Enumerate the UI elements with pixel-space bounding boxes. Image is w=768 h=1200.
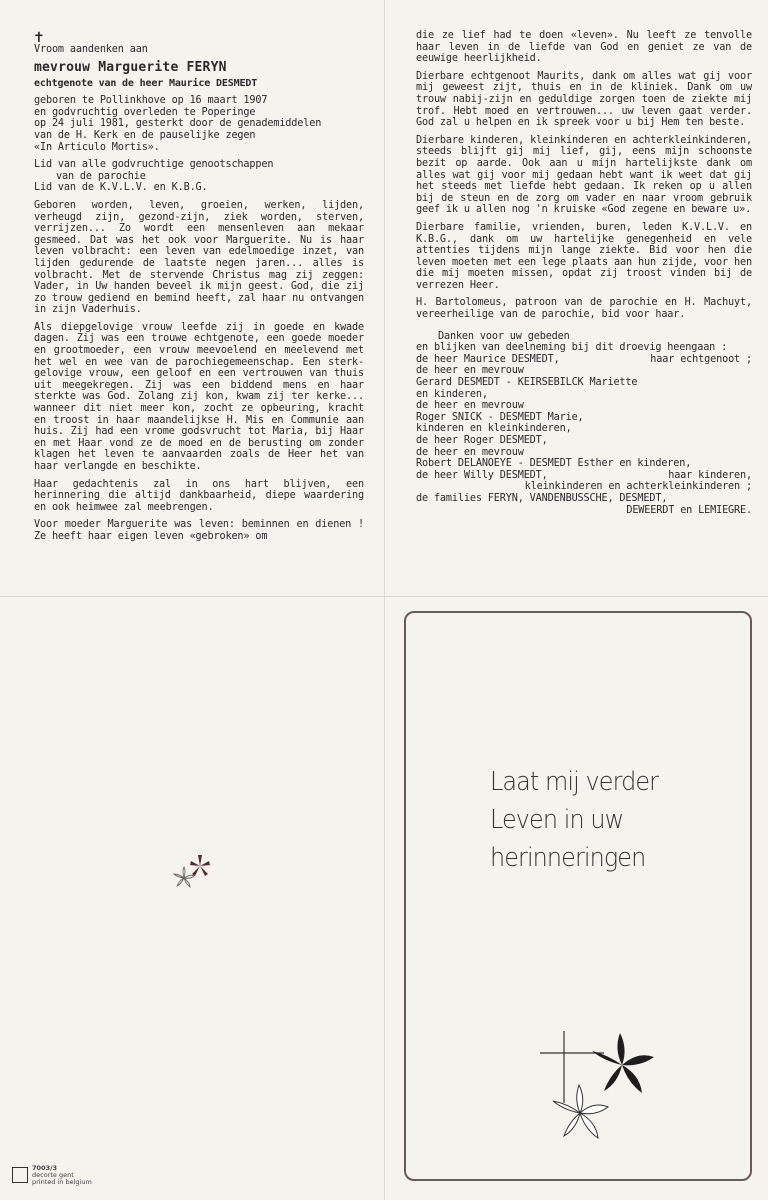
printer-country: printed in belgium bbox=[32, 1178, 92, 1186]
family-row bbox=[416, 505, 752, 517]
bio-line: van de H. Kerk en de pauselijke zegen bbox=[34, 129, 256, 141]
family-row-right: kleinkinderen en achterkleinkinderen ; bbox=[524, 481, 752, 493]
cross-flowers-icon bbox=[536, 1031, 666, 1161]
family-row-right: haar kinderen, bbox=[668, 469, 752, 481]
family-row-left: de heer Maurice DESMEDT, bbox=[416, 353, 560, 365]
printer-code: 7003/3 bbox=[32, 1164, 57, 1172]
paragraph: Als diepgelovige vrouw leefde zij in goede en kwade dagen. Zij was een trouwe echtgenote, een goede moeder en grootmoeder, een vrouw meevoelend en meelevend met het wel en wee van de parochiegemeenschap. Een sterk-gelovige vrouw, een geloof en een vertrouwen van thuis uit meegekregen. Zij was een biddend mens en haar sterkte was God. Zolang zij kon, kwam zij ter kerke... wanneer dit niet meer kon, zocht ze opbeuring, kracht en troost in haar maandelijkse H. Mis en Communie aan huis. Zij had een vrome godsvrucht tot Maria, bij Haar en met Haar vond ze de moed en de berusting om zonder klagen het leven te aanvaarden zoals de Heer het van haar verlangde en beschikte. bbox=[34, 321, 364, 472]
family-row bbox=[416, 389, 752, 401]
bio-line: en godvruchtig overleden te Poperinge bbox=[34, 106, 256, 118]
paragraph: Geboren worden, leven, groeien, werken, lijden, verheugd zijn, gezond-zijn, ziek worden, sterven, verrijzen... Zo wordt een mensenleven aan mekaar gesmeed. Dat was het ook voor Marguerite. Nu is haar leven volbracht: een leven van edelmoedige inzet, van lijden gedurende de laatste negen jaren... alles is volbracht. Met de stervende Christus mag zij zeggen: Vader, in Uw handen beveel ik mijn geest. God, die zij zo trouw gediend en bemind heeft, zal haar nu ontvangen in zijn Vaderhuis. bbox=[34, 199, 364, 316]
bio-line: «In Articulo Mortis». bbox=[34, 141, 160, 153]
family-row bbox=[416, 400, 752, 412]
family-row-left: de families FERYN, VANDENBUSSCHE, DESMEDT, bbox=[416, 492, 668, 504]
membership-line: Lid van de K.V.L.V. en K.B.G. bbox=[34, 182, 208, 194]
family-row-left: en kinderen, bbox=[416, 388, 488, 400]
family-list bbox=[416, 354, 752, 516]
right-text-page bbox=[416, 30, 752, 516]
family-row bbox=[416, 377, 752, 389]
printer-logo-icon bbox=[12, 1167, 28, 1183]
family-row-left: de heer Willy DESMEDT, bbox=[416, 469, 548, 481]
flower-ornament-icon bbox=[168, 852, 218, 892]
family-row-right: haar echtgenoot ; bbox=[650, 353, 752, 365]
bio-block bbox=[34, 95, 364, 153]
family-row bbox=[416, 435, 752, 447]
motto-line: Leven in uw bbox=[490, 805, 624, 835]
paragraph: H. Bartolomeus, patroon van de parochie en H. Machuyt, vereerheilige van de parochie, bid voor haar. bbox=[416, 297, 752, 321]
family-row bbox=[416, 412, 752, 424]
bio-line: geboren te Pollinkhove op 16 maart 1907 bbox=[34, 95, 268, 107]
family-row bbox=[416, 365, 752, 377]
family-row bbox=[416, 493, 752, 505]
family-row-left: kinderen en kleinkinderen, bbox=[416, 423, 572, 435]
printer-mark bbox=[12, 1165, 92, 1186]
intro-line: Vroom aandenken aan bbox=[34, 44, 148, 55]
paragraph: Dierbare kinderen, kleinkinderen en achterkleinkinderen, steeds blijft gij mij lief, gij, eens mijn schoonste bezit op aarde. Ook aan u mijn hartelijkste dank om alles wat gij voor mij gedaan hebt want ik weet dat gij het steeds met liefde hebt gedaan. Ik reken op u allen bij de steun en de zorg om vader en naar vroom gebruik geef ik u allen nog 'n kruiske «God zegene en beware u». bbox=[416, 134, 752, 216]
left-text-page bbox=[34, 27, 364, 549]
family-row-left: Roger SNICK - DESMEDT Marie, bbox=[416, 411, 584, 423]
family-row bbox=[416, 423, 752, 435]
family-row-left: de heer en mevrouw bbox=[416, 446, 524, 458]
membership-line: Lid van alle godvruchtige genootschappen bbox=[34, 159, 274, 171]
thanks-intro bbox=[416, 331, 752, 354]
cross-symbol: ✝ bbox=[34, 27, 44, 46]
family-row bbox=[416, 481, 752, 493]
spouse-line: echtgenote van de heer Maurice DESMEDT bbox=[34, 77, 258, 89]
family-row-left: de heer Roger DESMEDT, bbox=[416, 435, 548, 446]
family-row bbox=[416, 470, 752, 482]
paragraph: Haar gedachtenis zal in ons hart blijven, een herinnering die altijd dankbaarheid, diepe waardering en ook heimwee zal meebrengen. bbox=[34, 478, 364, 513]
motto bbox=[490, 763, 658, 877]
paragraph: Dierbare echtgenoot Maurits, dank om alles wat gij voor mij geweest zijt, thuis en in de kliniek. Dank om uw trouw nabij-zijn en geduldige zorgen toen de ziekte mij trof. Hebt moed en vertrouwen... uw leven gaat verder. God zal u helpen en ik spreek voor u bij Hem ten beste. bbox=[416, 70, 752, 129]
paragraph: die ze lief had te doen «leven». Nu leeft ze tenvolle haar leven in de liefde van God en geniet ze van de eeuwige heerlijkheid. bbox=[416, 30, 752, 65]
membership-block bbox=[34, 159, 364, 194]
family-row-right: DEWEERDT en LEMIEGRE. bbox=[626, 504, 752, 516]
bio-line: op 24 juli 1981, gesterkt door de genademiddelen bbox=[34, 118, 322, 130]
thanks-line: Danken voor uw gebeden bbox=[438, 330, 570, 342]
paragraph: Dierbare familie, vrienden, buren, leden K.V.L.V. en K.B.G., dank om uw hartelijke genegenheid en vele attenties tijdens mijn lange ziekte. Bid voor hen die leven moeten met een lege plaats aan hun zijde, voor hen die mij moeten missen, opdat zij troost vinden bij de verrezen Heer. bbox=[416, 221, 752, 291]
family-row bbox=[416, 458, 752, 470]
family-row bbox=[416, 447, 752, 459]
motto-line: Laat mij verder bbox=[490, 767, 659, 797]
family-row-left: Gerard DESMEDT - KEIRSEBILCK Mariette bbox=[416, 377, 638, 389]
motto-line: herinneringen bbox=[490, 843, 646, 873]
thanks-line: en blijken van deelneming bij dit droevig heengaan : bbox=[416, 342, 728, 354]
family-row-left: de heer en mevrouw bbox=[416, 400, 524, 412]
family-row bbox=[416, 354, 752, 366]
front-cover bbox=[404, 611, 752, 1181]
deceased-name: mevrouw Marguerite FERYN bbox=[34, 59, 227, 75]
family-row-left: de heer en mevrouw bbox=[416, 365, 524, 377]
horizontal-fold-line bbox=[0, 596, 768, 597]
printer-name: decorte gent bbox=[32, 1171, 74, 1179]
paragraph: Voor moeder Marguerite was leven: beminnen en dienen ! Ze heeft haar eigen leven «gebroken» om bbox=[34, 519, 364, 542]
membership-line: van de parochie bbox=[56, 170, 146, 182]
family-row-left: Robert DELANOEYE - DESMEDT Esther en kinderen, bbox=[416, 458, 692, 470]
vertical-fold-line bbox=[384, 0, 385, 1200]
